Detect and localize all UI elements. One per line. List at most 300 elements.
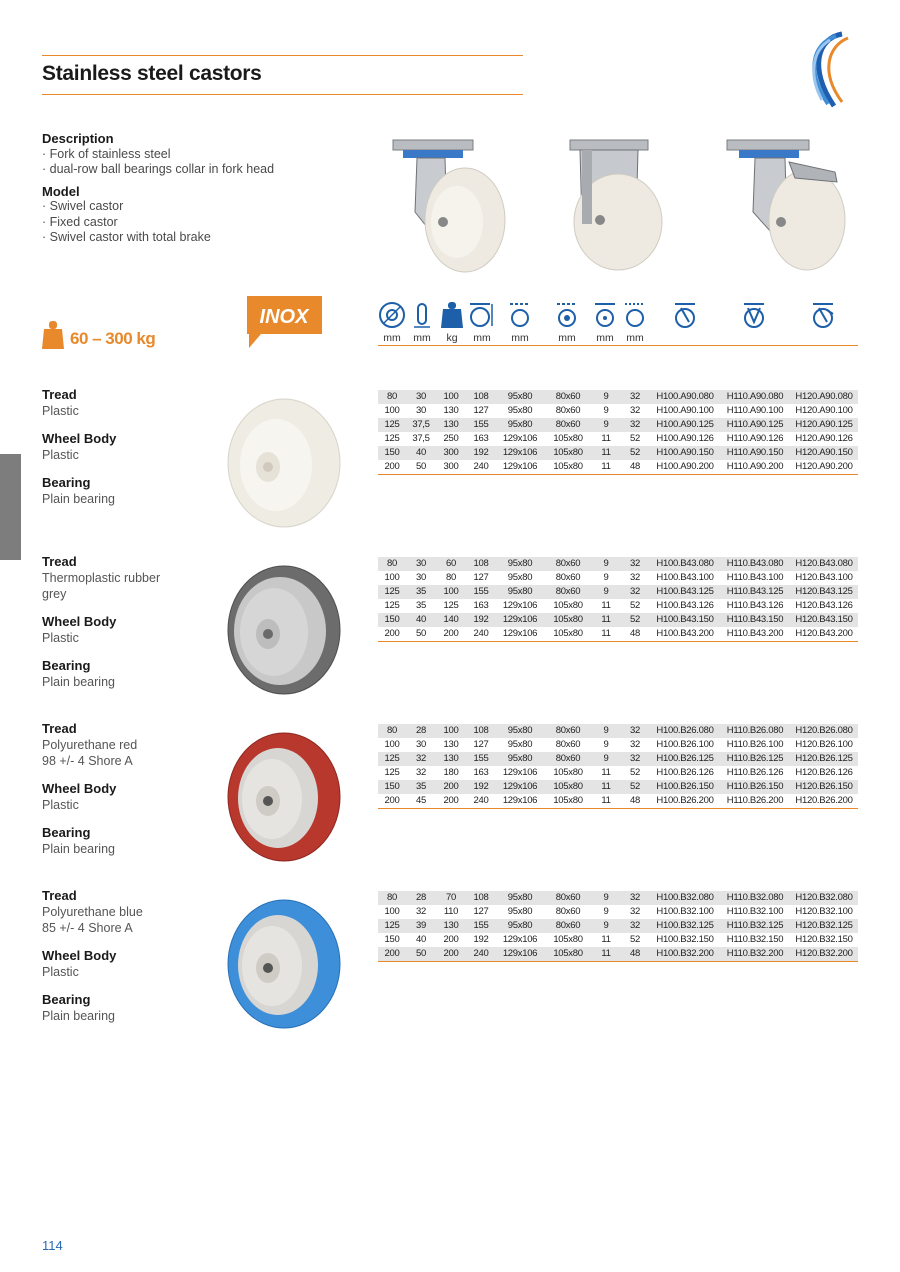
swivel-castor-image xyxy=(385,132,515,274)
table-cell: 11 xyxy=(601,433,611,444)
spec-value: Plain bearing xyxy=(42,675,115,689)
table-cell: 9 xyxy=(592,919,620,933)
spec-block xyxy=(42,554,160,690)
table-cell: H110.B32.200 xyxy=(720,947,790,962)
spec-heading: Wheel Body xyxy=(42,614,117,629)
table-cell: 28 xyxy=(406,891,436,905)
table-cell: H100.B26.126 xyxy=(656,767,714,778)
table-cell: H110.B32.080 xyxy=(720,891,790,905)
description-heading: Description xyxy=(42,131,114,146)
table-cell: 32 xyxy=(630,572,640,583)
spec-value: Plastic xyxy=(42,631,79,645)
table-cell: 200 xyxy=(378,794,406,809)
table-cell: 52 xyxy=(620,446,650,460)
table-cell: 129x106 xyxy=(496,446,544,460)
table-cell: 80 xyxy=(378,891,406,905)
table-cell: 80x60 xyxy=(555,739,581,750)
unit-label: mm xyxy=(558,332,576,344)
table-cell: 30 xyxy=(406,557,436,571)
table-cell: 250 xyxy=(443,433,459,444)
table-row xyxy=(378,724,858,738)
wheel-image-grey-rubber xyxy=(218,562,344,698)
table-cell: H120.B26.100 xyxy=(795,739,853,750)
table-cell: 35 xyxy=(406,585,436,599)
table-cell: 125 xyxy=(378,418,406,432)
table-cell: 28 xyxy=(406,724,436,738)
table-row xyxy=(378,780,858,794)
table-cell: H120.B32.125 xyxy=(790,919,858,933)
table-cell: 9 xyxy=(592,724,620,738)
spec-block xyxy=(42,721,137,857)
table-cell: 105x80 xyxy=(544,627,592,642)
table-cell: H110.A90.080 xyxy=(720,390,790,404)
table-cell: 125 xyxy=(378,919,406,933)
table-cell: 155 xyxy=(466,418,496,432)
table-cell: 100 xyxy=(384,906,400,917)
unit-label: mm xyxy=(626,332,644,344)
table-cell: 30 xyxy=(416,572,426,583)
table-cell: 240 xyxy=(466,947,496,962)
spec-value: Plain bearing xyxy=(42,842,115,856)
table-cell: 32 xyxy=(620,585,650,599)
table-cell: 48 xyxy=(620,947,650,962)
table-cell: 192 xyxy=(473,934,489,945)
table-cell: 95x80 xyxy=(496,919,544,933)
table-cell: 80x60 xyxy=(544,724,592,738)
table-cell: 52 xyxy=(630,934,640,945)
table-cell: 127 xyxy=(473,906,489,917)
table-row xyxy=(378,933,858,947)
table-cell: 80x60 xyxy=(555,405,581,416)
table-cell: 127 xyxy=(473,405,489,416)
spec-heading: Tread xyxy=(42,387,77,402)
table-cell: 32 xyxy=(620,752,650,766)
table-cell: 105x80 xyxy=(553,433,583,444)
table-cell: 129x106 xyxy=(496,460,544,475)
spec-icon-row xyxy=(378,300,858,330)
table-cell: H100.B32.125 xyxy=(650,919,720,933)
table-cell: 100 xyxy=(436,724,466,738)
spec-heading: Bearing xyxy=(42,825,91,840)
table-cell: 105x80 xyxy=(553,934,583,945)
table-cell: 32 xyxy=(416,906,426,917)
table-cell: 129x106 xyxy=(502,767,538,778)
table-cell: 95x80 xyxy=(496,585,544,599)
table-cell: 129x106 xyxy=(496,947,544,962)
table-cell: 130 xyxy=(436,919,466,933)
table-cell: 192 xyxy=(466,780,496,794)
table-cell: H100.A90.200 xyxy=(650,460,720,475)
table-cell: 95x80 xyxy=(496,752,544,766)
table-cell: 95x80 xyxy=(496,418,544,432)
table-cell: 155 xyxy=(466,585,496,599)
table-cell: H100.A90.125 xyxy=(650,418,720,432)
table-cell: 150 xyxy=(378,613,406,627)
table-row xyxy=(378,919,858,933)
table-cell: H120.A90.126 xyxy=(795,433,853,444)
spec-heading: Tread xyxy=(42,721,77,736)
table-row xyxy=(378,752,858,766)
table-cell: H100.B26.100 xyxy=(656,739,714,750)
table-cell: H120.B26.150 xyxy=(790,780,858,794)
table-cell: 80x60 xyxy=(544,557,592,571)
table-cell: 95x80 xyxy=(507,405,533,416)
table-cell: 108 xyxy=(466,390,496,404)
spec-heading: Wheel Body xyxy=(42,948,117,963)
spec-value: Thermoplastic rubber xyxy=(42,571,161,585)
table-cell: 50 xyxy=(406,627,436,642)
wheel-diameter-icon xyxy=(378,300,406,330)
table-cell: 9 xyxy=(592,418,620,432)
table-cell: 45 xyxy=(406,794,436,809)
title-rule-bottom xyxy=(42,94,523,95)
table-cell: H110.A90.100 xyxy=(726,405,784,416)
table-cell: 150 xyxy=(378,780,406,794)
table-cell: H110.A90.126 xyxy=(726,433,784,444)
table-cell: 40 xyxy=(416,934,426,945)
table-cell: 11 xyxy=(592,460,620,475)
model-item: · Swivel castor with total brake xyxy=(42,230,211,244)
table-cell: H120.B43.150 xyxy=(790,613,858,627)
table-cell: 32 xyxy=(620,919,650,933)
offset-icon xyxy=(621,300,649,330)
spec-heading: Wheel Body xyxy=(42,431,117,446)
spec-value: Plastic xyxy=(42,448,79,462)
table-cell: 95x80 xyxy=(507,739,533,750)
table-cell: 95x80 xyxy=(496,891,544,905)
fixed-castor-icon xyxy=(740,300,768,330)
table-cell: 60 xyxy=(436,557,466,571)
table-cell: 80 xyxy=(378,557,406,571)
spec-block xyxy=(42,387,116,507)
unit-rule xyxy=(378,345,858,346)
table-cell: H120.B26.125 xyxy=(790,752,858,766)
section-tab xyxy=(0,454,21,560)
table-cell: H100.A90.150 xyxy=(650,446,720,460)
table-row xyxy=(378,404,858,418)
table-row xyxy=(378,905,858,919)
table-cell: 105x80 xyxy=(544,460,592,475)
table-cell: 80x60 xyxy=(544,919,592,933)
table-cell: 32 xyxy=(620,891,650,905)
table-cell: H100.B32.080 xyxy=(650,891,720,905)
table-cell: H100.B43.200 xyxy=(650,627,720,642)
table-cell: 48 xyxy=(620,794,650,809)
table-cell: 9 xyxy=(603,572,609,583)
table-cell: H100.B43.080 xyxy=(650,557,720,571)
table-cell: 9 xyxy=(603,906,609,917)
table-cell: H110.B26.150 xyxy=(720,780,790,794)
spec-value: Plastic xyxy=(42,404,79,418)
table-row xyxy=(378,571,858,585)
table-cell: 108 xyxy=(466,557,496,571)
table-cell: 80x60 xyxy=(544,891,592,905)
table-row xyxy=(378,557,858,571)
table-cell: 129x106 xyxy=(496,780,544,794)
spec-value: Polyurethane red xyxy=(42,738,138,752)
table-cell: 100 xyxy=(436,585,466,599)
table-cell: 150 xyxy=(384,934,400,945)
spec-value: Plain bearing xyxy=(42,1009,115,1023)
table-cell: H110.B26.200 xyxy=(720,794,790,809)
table-cell: 240 xyxy=(466,794,496,809)
plate-size-icon xyxy=(506,300,534,330)
table-cell: 163 xyxy=(473,433,489,444)
title-rule-top xyxy=(42,55,523,56)
data-table-grey-rubber xyxy=(378,557,858,642)
table-cell: 11 xyxy=(592,446,620,460)
table-cell: 30 xyxy=(416,405,426,416)
table-cell: 150 xyxy=(378,446,406,460)
table-cell: 52 xyxy=(620,613,650,627)
table-cell: 108 xyxy=(466,724,496,738)
table-cell: H100.B43.125 xyxy=(650,585,720,599)
table-cell: H100.B26.125 xyxy=(650,752,720,766)
inox-badge xyxy=(247,296,322,348)
table-cell: H100.B43.126 xyxy=(656,600,714,611)
table-row xyxy=(378,599,858,613)
table-cell: H110.A90.125 xyxy=(720,418,790,432)
spec-heading: Bearing xyxy=(42,992,91,1007)
table-cell: 11 xyxy=(592,627,620,642)
table-cell: 80x60 xyxy=(555,906,581,917)
table-cell: 9 xyxy=(592,585,620,599)
spec-value: Plain bearing xyxy=(42,492,115,506)
table-cell: H120.B32.100 xyxy=(795,906,853,917)
table-cell: H100.B26.150 xyxy=(650,780,720,794)
table-cell: 9 xyxy=(592,390,620,404)
table-cell: H120.B26.126 xyxy=(795,767,853,778)
weight-icon xyxy=(42,321,64,349)
table-cell: 129x106 xyxy=(496,627,544,642)
table-cell: 155 xyxy=(466,752,496,766)
table-cell: 32 xyxy=(620,724,650,738)
table-row xyxy=(378,446,858,460)
brand-logo xyxy=(790,28,860,110)
table-cell: 125 xyxy=(378,585,406,599)
table-cell: 125 xyxy=(384,433,400,444)
table-cell: 30 xyxy=(416,739,426,750)
swivel-castor-icon xyxy=(671,300,699,330)
table-cell: H120.A90.100 xyxy=(795,405,853,416)
load-range: 60 – 300 kg xyxy=(70,329,156,348)
table-cell: H120.B32.150 xyxy=(795,934,853,945)
table-cell: 95x80 xyxy=(496,390,544,404)
table-cell: 80x60 xyxy=(544,752,592,766)
table-cell: 35 xyxy=(416,600,426,611)
table-cell: 32 xyxy=(620,557,650,571)
table-cell: 100 xyxy=(384,572,400,583)
table-cell: H120.B43.126 xyxy=(795,600,853,611)
table-cell: 9 xyxy=(603,739,609,750)
table-cell: 80x60 xyxy=(555,572,581,583)
page-number: 114 xyxy=(42,1238,63,1253)
table-cell: 200 xyxy=(443,934,459,945)
table-cell: 200 xyxy=(436,627,466,642)
table-cell: 100 xyxy=(436,390,466,404)
table-cell: 130 xyxy=(443,739,459,750)
table-cell: 48 xyxy=(620,627,650,642)
table-cell: 52 xyxy=(630,600,640,611)
table-cell: 163 xyxy=(473,767,489,778)
table-cell: 9 xyxy=(592,752,620,766)
table-cell: H120.A90.150 xyxy=(790,446,858,460)
table-cell: 125 xyxy=(384,767,400,778)
model-item: · Fixed castor xyxy=(42,214,118,229)
spec-value: Plastic xyxy=(42,965,79,979)
table-cell: 192 xyxy=(466,613,496,627)
table-cell: 200 xyxy=(378,947,406,962)
inox-label: INOX xyxy=(259,306,309,328)
table-cell: 200 xyxy=(378,627,406,642)
data-table-plastic xyxy=(378,390,858,475)
spec-value: Plastic xyxy=(42,798,79,812)
table-cell: H120.A90.200 xyxy=(790,460,858,475)
table-cell: H120.B32.080 xyxy=(790,891,858,905)
table-row xyxy=(378,432,858,446)
table-cell: H100.A90.080 xyxy=(650,390,720,404)
description-item: · dual-row ball bearings collar in fork head xyxy=(42,162,275,176)
load-capacity-icon xyxy=(438,300,466,330)
table-cell: 105x80 xyxy=(553,767,583,778)
table-cell: 11 xyxy=(601,600,611,611)
table-cell: 125 xyxy=(384,600,400,611)
description-item: · Fork of stainless steel xyxy=(42,146,171,161)
table-cell: H110.B32.125 xyxy=(720,919,790,933)
table-cell: 163 xyxy=(473,600,489,611)
table-row xyxy=(378,613,858,627)
table-cell: 140 xyxy=(436,613,466,627)
table-cell: 105x80 xyxy=(553,600,583,611)
table-cell: 95x80 xyxy=(507,906,533,917)
table-cell: H110.B26.100 xyxy=(726,739,784,750)
table-cell: 11 xyxy=(601,934,611,945)
table-row xyxy=(378,585,858,599)
table-cell: H110.B43.125 xyxy=(720,585,790,599)
table-cell: 80 xyxy=(378,390,406,404)
table-cell: 129x106 xyxy=(502,934,538,945)
table-cell: 11 xyxy=(592,947,620,962)
table-cell: H110.B26.126 xyxy=(726,767,784,778)
brake-castor-image xyxy=(725,132,855,274)
table-row xyxy=(378,891,858,905)
data-table-blue-polyurethane xyxy=(378,891,858,962)
table-cell: H100.A90.126 xyxy=(656,433,714,444)
table-cell: 80x60 xyxy=(544,418,592,432)
table-cell: H100.B26.200 xyxy=(650,794,720,809)
table-cell: H120.B43.100 xyxy=(795,572,853,583)
table-cell: 105x80 xyxy=(544,947,592,962)
table-cell: 50 xyxy=(406,947,436,962)
table-cell: 50 xyxy=(406,460,436,475)
table-cell: 39 xyxy=(406,919,436,933)
table-row xyxy=(378,794,858,809)
table-row xyxy=(378,418,858,432)
page-title: Stainless steel castors xyxy=(42,62,262,85)
table-cell: H120.B32.200 xyxy=(790,947,858,962)
table-cell: 130 xyxy=(436,752,466,766)
table-cell: 30 xyxy=(406,390,436,404)
table-cell: 110 xyxy=(443,906,459,917)
hole-spacing-icon xyxy=(553,300,581,330)
table-cell: 9 xyxy=(603,405,609,416)
description-block xyxy=(42,131,274,246)
data-table-red-polyurethane xyxy=(378,724,858,809)
table-cell: 80 xyxy=(446,572,456,583)
table-cell: 200 xyxy=(378,460,406,475)
table-row xyxy=(378,947,858,962)
table-cell: 127 xyxy=(473,739,489,750)
table-cell: H110.B26.080 xyxy=(720,724,790,738)
table-cell: 52 xyxy=(620,780,650,794)
table-cell: H120.A90.125 xyxy=(790,418,858,432)
table-cell: 155 xyxy=(466,919,496,933)
table-cell: 127 xyxy=(473,572,489,583)
table-cell: 240 xyxy=(466,627,496,642)
table-cell: H100.B32.100 xyxy=(656,906,714,917)
table-cell: 192 xyxy=(466,446,496,460)
table-cell: 32 xyxy=(630,906,640,917)
spec-value: grey xyxy=(42,587,67,601)
table-cell: 11 xyxy=(592,794,620,809)
table-cell: 105x80 xyxy=(544,446,592,460)
table-cell: 37,5 xyxy=(406,418,436,432)
spec-heading: Tread xyxy=(42,888,77,903)
model-item: · Swivel castor xyxy=(42,199,124,213)
table-cell: H100.A90.100 xyxy=(656,405,714,416)
tread-width-icon xyxy=(408,300,436,330)
table-cell: 11 xyxy=(601,767,611,778)
table-cell: 37,5 xyxy=(412,433,430,444)
table-cell: 240 xyxy=(466,460,496,475)
table-cell: 108 xyxy=(466,891,496,905)
unit-label: mm xyxy=(596,332,614,344)
table-cell: H110.B43.126 xyxy=(726,600,784,611)
spec-heading: Bearing xyxy=(42,658,91,673)
table-cell: 80 xyxy=(378,724,406,738)
table-cell: 11 xyxy=(592,780,620,794)
table-cell: 105x80 xyxy=(544,780,592,794)
wheel-image-blue-polyurethane xyxy=(218,896,344,1032)
unit-label: mm xyxy=(413,332,431,344)
fixed-castor-image xyxy=(560,132,690,274)
table-cell: 32 xyxy=(416,767,426,778)
table-cell: H110.A90.200 xyxy=(720,460,790,475)
table-cell: 9 xyxy=(592,891,620,905)
table-cell: H110.A90.150 xyxy=(720,446,790,460)
table-row xyxy=(378,738,858,752)
spec-heading: Tread xyxy=(42,554,77,569)
spec-block xyxy=(42,888,143,1024)
table-cell: 35 xyxy=(406,780,436,794)
brake-castor-icon xyxy=(809,300,837,330)
table-cell: 180 xyxy=(443,767,459,778)
table-cell: H120.B43.080 xyxy=(790,557,858,571)
table-cell: H110.B43.150 xyxy=(720,613,790,627)
table-cell: 129x106 xyxy=(496,613,544,627)
table-cell: 70 xyxy=(436,891,466,905)
table-row xyxy=(378,460,858,475)
table-cell: 130 xyxy=(436,418,466,432)
table-cell: 125 xyxy=(378,752,406,766)
table-cell: 52 xyxy=(630,767,640,778)
table-cell: H120.B43.200 xyxy=(790,627,858,642)
table-cell: 32 xyxy=(630,739,640,750)
spec-value: 85 +/- 4 Shore A xyxy=(42,921,133,935)
unit-row xyxy=(378,332,858,346)
table-cell: 100 xyxy=(384,405,400,416)
unit-label: kg xyxy=(446,332,458,344)
